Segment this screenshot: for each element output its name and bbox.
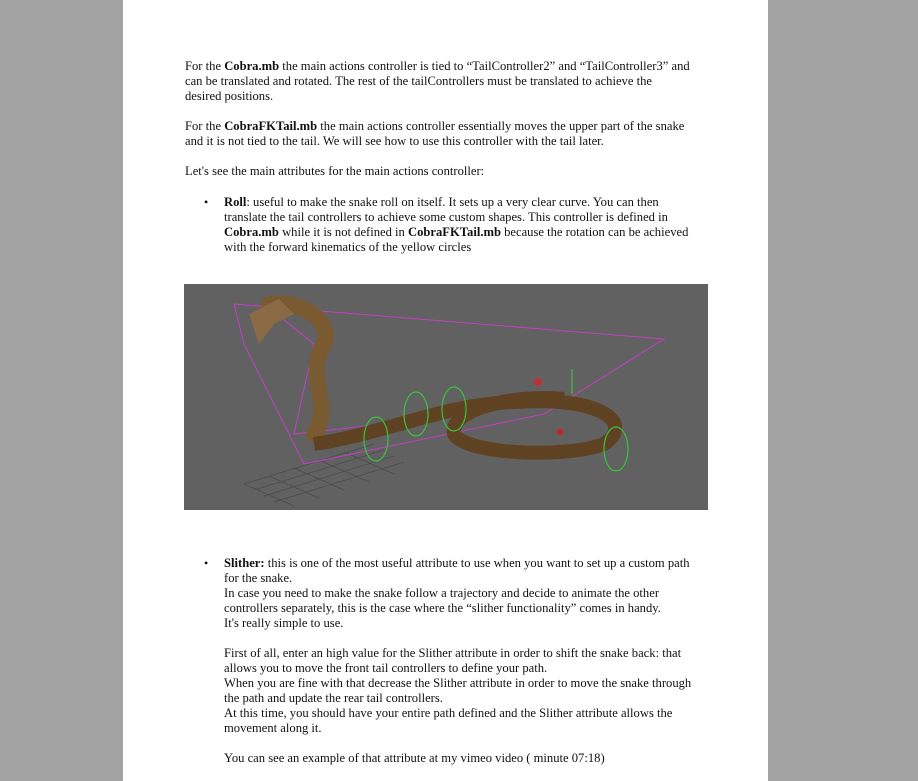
cobra-neck	[269, 303, 326, 434]
text-line: allows you to move the front tail controllers to define your path.	[224, 661, 548, 675]
text: because the rotation can be achieved	[500, 225, 689, 239]
controller-point	[534, 378, 542, 386]
text: : useful to make the snake roll on itself. It sets up a very clear curve. You can then	[246, 195, 659, 209]
text-line: for the snake.	[224, 571, 293, 585]
text-line: You can see an example of that attribute at my vimeo video ( minute 07:18)	[224, 751, 605, 765]
text: while it is not defined in	[278, 225, 409, 239]
text-line: It's really simple to use.	[224, 616, 344, 630]
text-line: translate the tail controllers to achieve some custom shapes. This controller is defined in	[224, 210, 668, 224]
text-line	[224, 225, 688, 240]
text-line: and it is not tied to the tail. We will see how to use this controller with the tail later.	[185, 134, 604, 148]
roll-item	[224, 195, 659, 210]
text-line: with the forward kinematics of the yellow circles	[224, 240, 472, 254]
slither-item	[224, 556, 690, 571]
text-line: Let's see the main attributes for the main actions controller:	[185, 164, 485, 178]
text-line: desired positions.	[185, 89, 274, 103]
bullet-icon: •	[204, 195, 209, 209]
bullet-icon: •	[204, 556, 209, 570]
cobra-viewport-screenshot	[184, 284, 708, 510]
text: For the	[185, 59, 225, 73]
paragraph-cobra	[185, 59, 690, 74]
text-line: controllers separately, this is the case where the “slither functionality” comes in handy.	[224, 601, 661, 615]
text: For the	[185, 119, 225, 133]
bold-filename: Cobra.mb	[224, 225, 279, 239]
text: the main actions controller essentially moves the upper part of the snake	[317, 119, 685, 133]
bold-filename: CobraFKTail.mb	[408, 225, 501, 239]
text-line: the path and update the rear tail controllers.	[224, 691, 443, 705]
cobra-body	[314, 398, 615, 453]
text-line: can be translated and rotated. The rest of the tailControllers must be translated to achieve the	[185, 74, 652, 88]
text-line: In case you need to make the snake follow a trajectory and decide to animate the other	[224, 586, 660, 600]
paragraph-cobrafktail	[185, 119, 684, 134]
bold-filename: CobraFKTail.mb	[224, 119, 318, 133]
ground-grid	[244, 444, 404, 506]
controller-point	[557, 429, 563, 435]
term: Roll	[224, 195, 247, 209]
text-line: First of all, enter an high value for the Slither attribute in order to shift the snake back: that	[224, 646, 682, 660]
bold-filename: Cobra.mb	[224, 59, 280, 73]
text-line: When you are fine with that decrease the Slither attribute in order to move the snake through	[224, 676, 692, 690]
text: the main actions controller is tied to “TailController2” and “TailController3” and	[279, 59, 690, 73]
text-line: movement along it.	[224, 721, 322, 735]
text: this is one of the most useful attribute to use when you want to set up a custom path	[264, 556, 690, 570]
text-line: At this time, you should have your entire path defined and the Slither attribute allows the	[224, 706, 673, 720]
term: Slither:	[224, 556, 265, 570]
